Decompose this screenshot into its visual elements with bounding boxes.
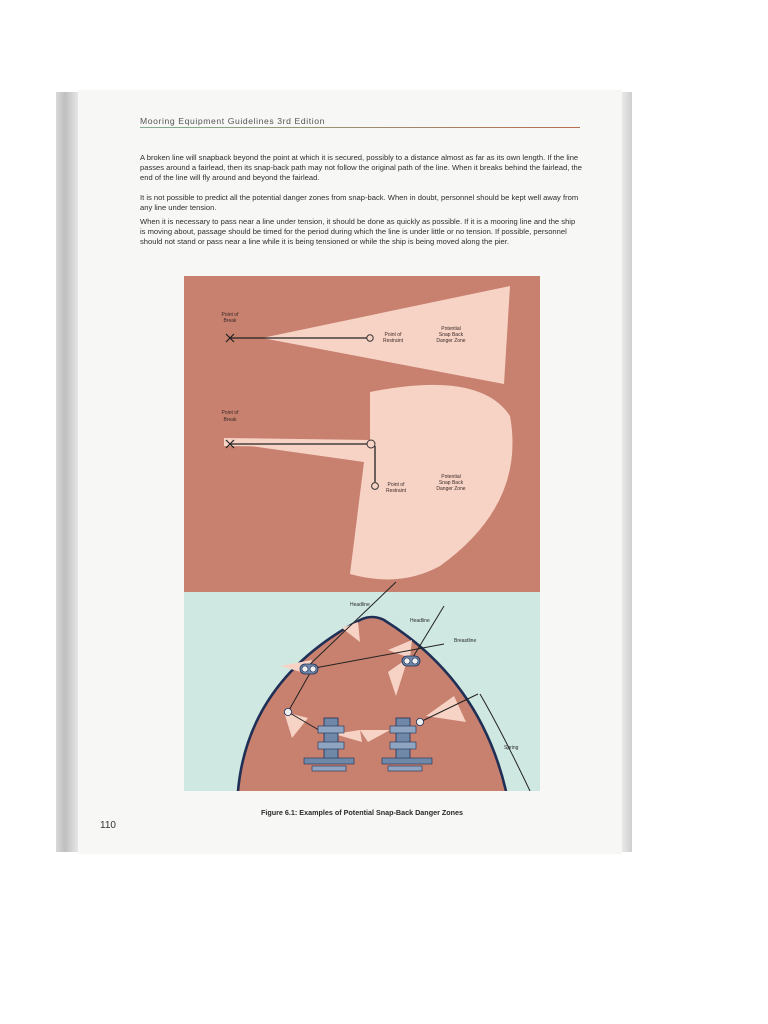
label-point-of-restraint-line2: Restraint	[385, 488, 407, 494]
page-number: 110	[100, 820, 116, 831]
label-danger-zone-line2: Snap Back	[438, 332, 464, 338]
label-danger-zone-line2: Snap Back	[438, 480, 464, 486]
fairlead-icon	[416, 718, 423, 725]
fairlead-icon	[367, 440, 375, 448]
label-point-of-restraint-line2: Restraint	[382, 338, 404, 344]
label-headline-2: Headline	[410, 618, 430, 624]
label-danger-zone-line1: Potential	[441, 326, 461, 332]
label-danger-zone-line1: Potential	[441, 474, 461, 480]
figure-caption: Figure 6.1: Examples of Potential Snap-Back Danger Zones	[260, 808, 464, 817]
bollard-pair-icon	[402, 656, 420, 666]
label-headline-1: Headline	[350, 602, 370, 608]
label-point-of-restraint-line1: Point of	[384, 332, 402, 338]
label-point-of-restraint-line1: Point of	[387, 482, 405, 488]
scan-right-edge	[622, 92, 632, 852]
label-breastline: Breastline	[454, 638, 477, 644]
running-header-title: Mooring Equipment Guidelines 3rd Edition	[140, 116, 325, 126]
figure-panel-ship-bow	[184, 582, 540, 791]
label-danger-zone-line3: Danger Zone	[436, 486, 466, 492]
label-spring: Spring	[504, 745, 519, 751]
label-point-of-break-line2: Break	[223, 417, 237, 423]
label-danger-zone-line3: Danger Zone	[436, 338, 466, 344]
body-paragraph-passing-lines: When it is necessary to pass near a line under tension, it should be done as quickly as possible. If it is a mooring line and the ship is moving about, passage should be timed for the period during which the line is under little or no tension. If possible, personnel should not stand or pass near a line while it is being tensioned or while the ship is being moved along the pier.	[140, 217, 576, 246]
body-paragraph-snapback: A broken line will snapback beyond the point at which it is secured, possibly to a distance almost as far as its own length. If the line passes around a fairlead, then its snap-back path may not follow the original path of the line. When it breaks behind the fairlead, the end of the line will fly around and beyond the fairlead.	[140, 153, 582, 182]
label-point-of-break-line1: Point of	[221, 410, 239, 416]
snap-back-figure	[184, 276, 540, 791]
fairlead-icon	[284, 708, 291, 715]
scan-page-edge-shadow	[56, 92, 78, 852]
restraint-point-icon	[372, 483, 379, 490]
body-paragraph-danger-zones: It is not possible to predict all the potential danger zones from snap-back. When in doubt, personnel should be kept well away from any line under tension.	[140, 193, 579, 212]
label-point-of-break-line2: Break	[223, 318, 237, 324]
header-rule	[140, 127, 580, 128]
restraint-point-icon	[367, 335, 373, 341]
bollard-pair-icon	[300, 664, 318, 674]
label-point-of-break-line1: Point of	[221, 312, 239, 318]
